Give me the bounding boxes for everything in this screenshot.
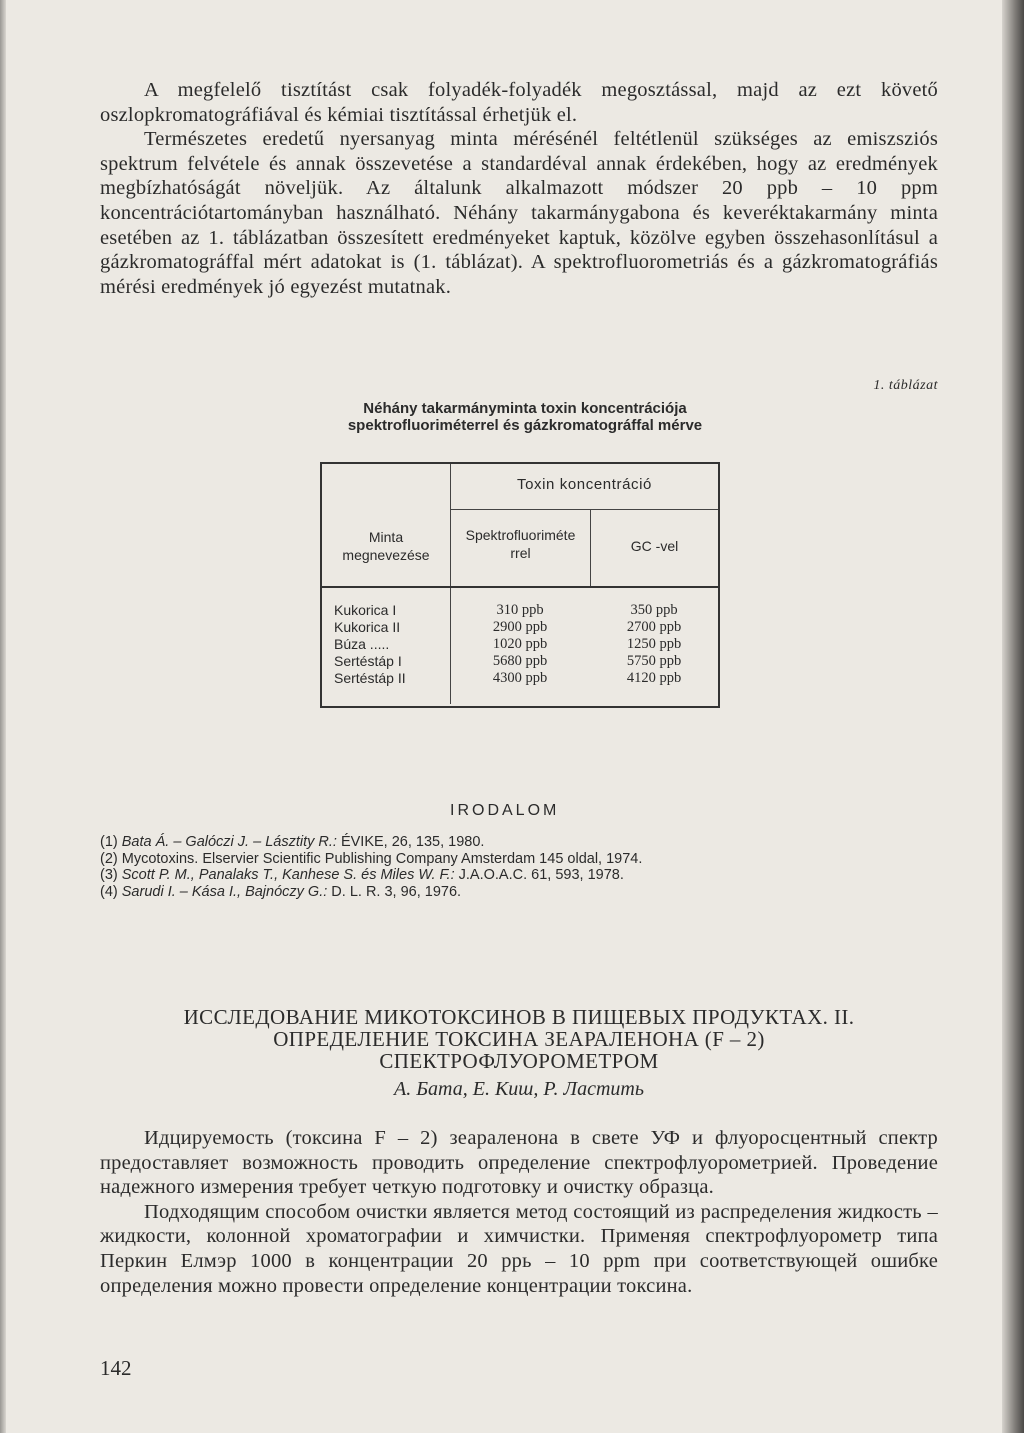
cell-sample-name: Búza ..... [334, 636, 390, 652]
cell-gc-value: 5750 ppb [626, 653, 682, 669]
page-number: 142 [100, 1356, 132, 1380]
references-title: IRODALOM [450, 802, 560, 819]
reference-item [100, 867, 900, 884]
header-sample-name-text: Minta megnevezése [342, 529, 430, 563]
table-reference-label: 1. táblázat [873, 378, 938, 393]
russian-authors: А. Бата, Е. Киш, Р. Ластить [394, 1078, 644, 1100]
cell-spektro-value: 4300 ppb [492, 670, 548, 686]
table-row [322, 653, 718, 670]
page-edge-right [1002, 0, 1024, 1433]
cell-sample-name: Kukorica II [334, 619, 401, 635]
table-row [322, 602, 718, 619]
russian-paragraph-2: Подходящим способом очистки является метод состоящий из распределения жидкость – жидкости, колонной хроматографии и химчистки. Применяя спектрофлуорометр типа Перкин Елмэр 1000 в концентрации 20 ррь – 10 ррm при соответствующей ошибке определения можно провести определение концентрации токсина. [100, 1200, 938, 1297]
reference-number: (3) [100, 867, 122, 883]
reference-authors: Sarudi I. – Kása I., Bajnóczy G.: [121, 883, 328, 900]
reference-authors: Scott P. M., Panalaks T., Kanhese S. és Miles W. F.: [121, 867, 455, 883]
russian-title [100, 1006, 938, 1072]
russian-title-line: СПЕКТРОФЛУОРОМЕТРОМ [379, 1049, 659, 1073]
cell-gc-value: 350 ppb [630, 602, 678, 618]
document-page [100, 78, 938, 1380]
cell-sample-name: Sertéstáp I [334, 653, 402, 669]
references-list [100, 834, 900, 900]
reference-source: Mycotoxins. Elservier Scientific Publishing Company Amsterdam 145 oldal, 1974. [121, 850, 643, 867]
cell-sample-name: Sertéstáp II [334, 670, 406, 686]
header-spektrofluorimeter-text: Spektrofluoriméterrel [465, 527, 576, 561]
cell-spektro-value: 2900 ppb [492, 619, 548, 635]
intro-paragraph-2: Természetes eredetű nyersanyag minta mérésénél feltétlenül szükséges az emiszsziós spektrum felvétele és annak összevetése a standardéval annak érdekében, hogy az eredmények megbízhatóságát növeljük. Az általunk alkalmazott módszer 20 ppb – 10 ppm koncentrációtartományban használható. Néhány takarmánygabona és keveréktakarmány minta esetében az 1. táblázatban összesített eredményeket kaptuk, közölve egyben összehasonlításul a gázkromatográffal mért adatokat is (1. táblázat). A spektrofluorometriás és a gázkromatográfiás mérési eredmények jó egyezést mutatnak. [100, 128, 938, 298]
table-row [322, 636, 718, 653]
reference-item [100, 834, 900, 851]
reference-item [100, 884, 900, 901]
russian-title-line: ИССЛЕДОВАНИЕ МИКОТОКСИНОВ В ПИЩЕВЫХ ПРОДУКТАХ. II. [183, 1005, 855, 1029]
cell-spektro-value: 5680 ppb [492, 653, 548, 669]
reference-number: (1) [100, 834, 122, 850]
russian-summary [100, 1126, 938, 1298]
header-spektrofluorimeter [451, 526, 590, 562]
intro-paragraph-1: A megfelelő tisztítást csak folyadék-folyadék megosztással, majd az ezt követő oszlopkromatográfiával és kémiai tisztítással érhetjük el. [100, 79, 938, 126]
reference-source: ÉVIKE, 26, 135, 1980. [336, 834, 485, 850]
page-edge-left [0, 0, 6, 1433]
cell-spektro-value: 310 ppb [496, 602, 544, 618]
reference-authors: Bata Á. – Galóczi J. – Lásztity R.: [121, 834, 337, 850]
table-body [322, 602, 718, 687]
reference-source: D. L. R. 3, 96, 1976. [327, 883, 462, 900]
russian-title-line: ОПРЕДЕЛЕНИЕ ТОКСИНА ЗЕАРАЛЕНОНА (F – 2) [273, 1027, 765, 1051]
reference-number: (2) [100, 850, 122, 867]
table-row [322, 670, 718, 687]
russian-paragraph-1: Идцируемость (токсина F – 2) зеараленона в свете УФ и флуоросцентный спектр предоставляет возможность проводить определение спектрофлуорометрией. Проведение надежного измерения требует четкую подготовку и очистку образца. [100, 1127, 938, 1199]
table-caption: Néhány takarmányminta toxin koncentrációja spektrofluoriméterrel és gázkromatográffal mérve [347, 400, 703, 434]
cell-gc-value: 1250 ppb [626, 636, 682, 652]
cell-gc-value: 2700 ppb [626, 619, 682, 635]
reference-number: (4) [100, 883, 122, 900]
cell-spektro-value: 1020 ppb [492, 636, 548, 652]
table-row [322, 619, 718, 636]
header-sample-name [322, 528, 450, 564]
reference-source: J.A.O.A.C. 61, 593, 1978. [454, 867, 624, 883]
table-header-rule [322, 586, 718, 588]
cell-sample-name: Kukorica I [334, 602, 397, 618]
results-table [320, 462, 720, 708]
header-toxin-concentration: Toxin koncentráció [516, 476, 653, 493]
table-divider [451, 509, 718, 510]
reference-item [100, 851, 900, 868]
cell-gc-value: 4120 ppb [626, 670, 682, 686]
header-gc: GC -vel [630, 538, 679, 554]
